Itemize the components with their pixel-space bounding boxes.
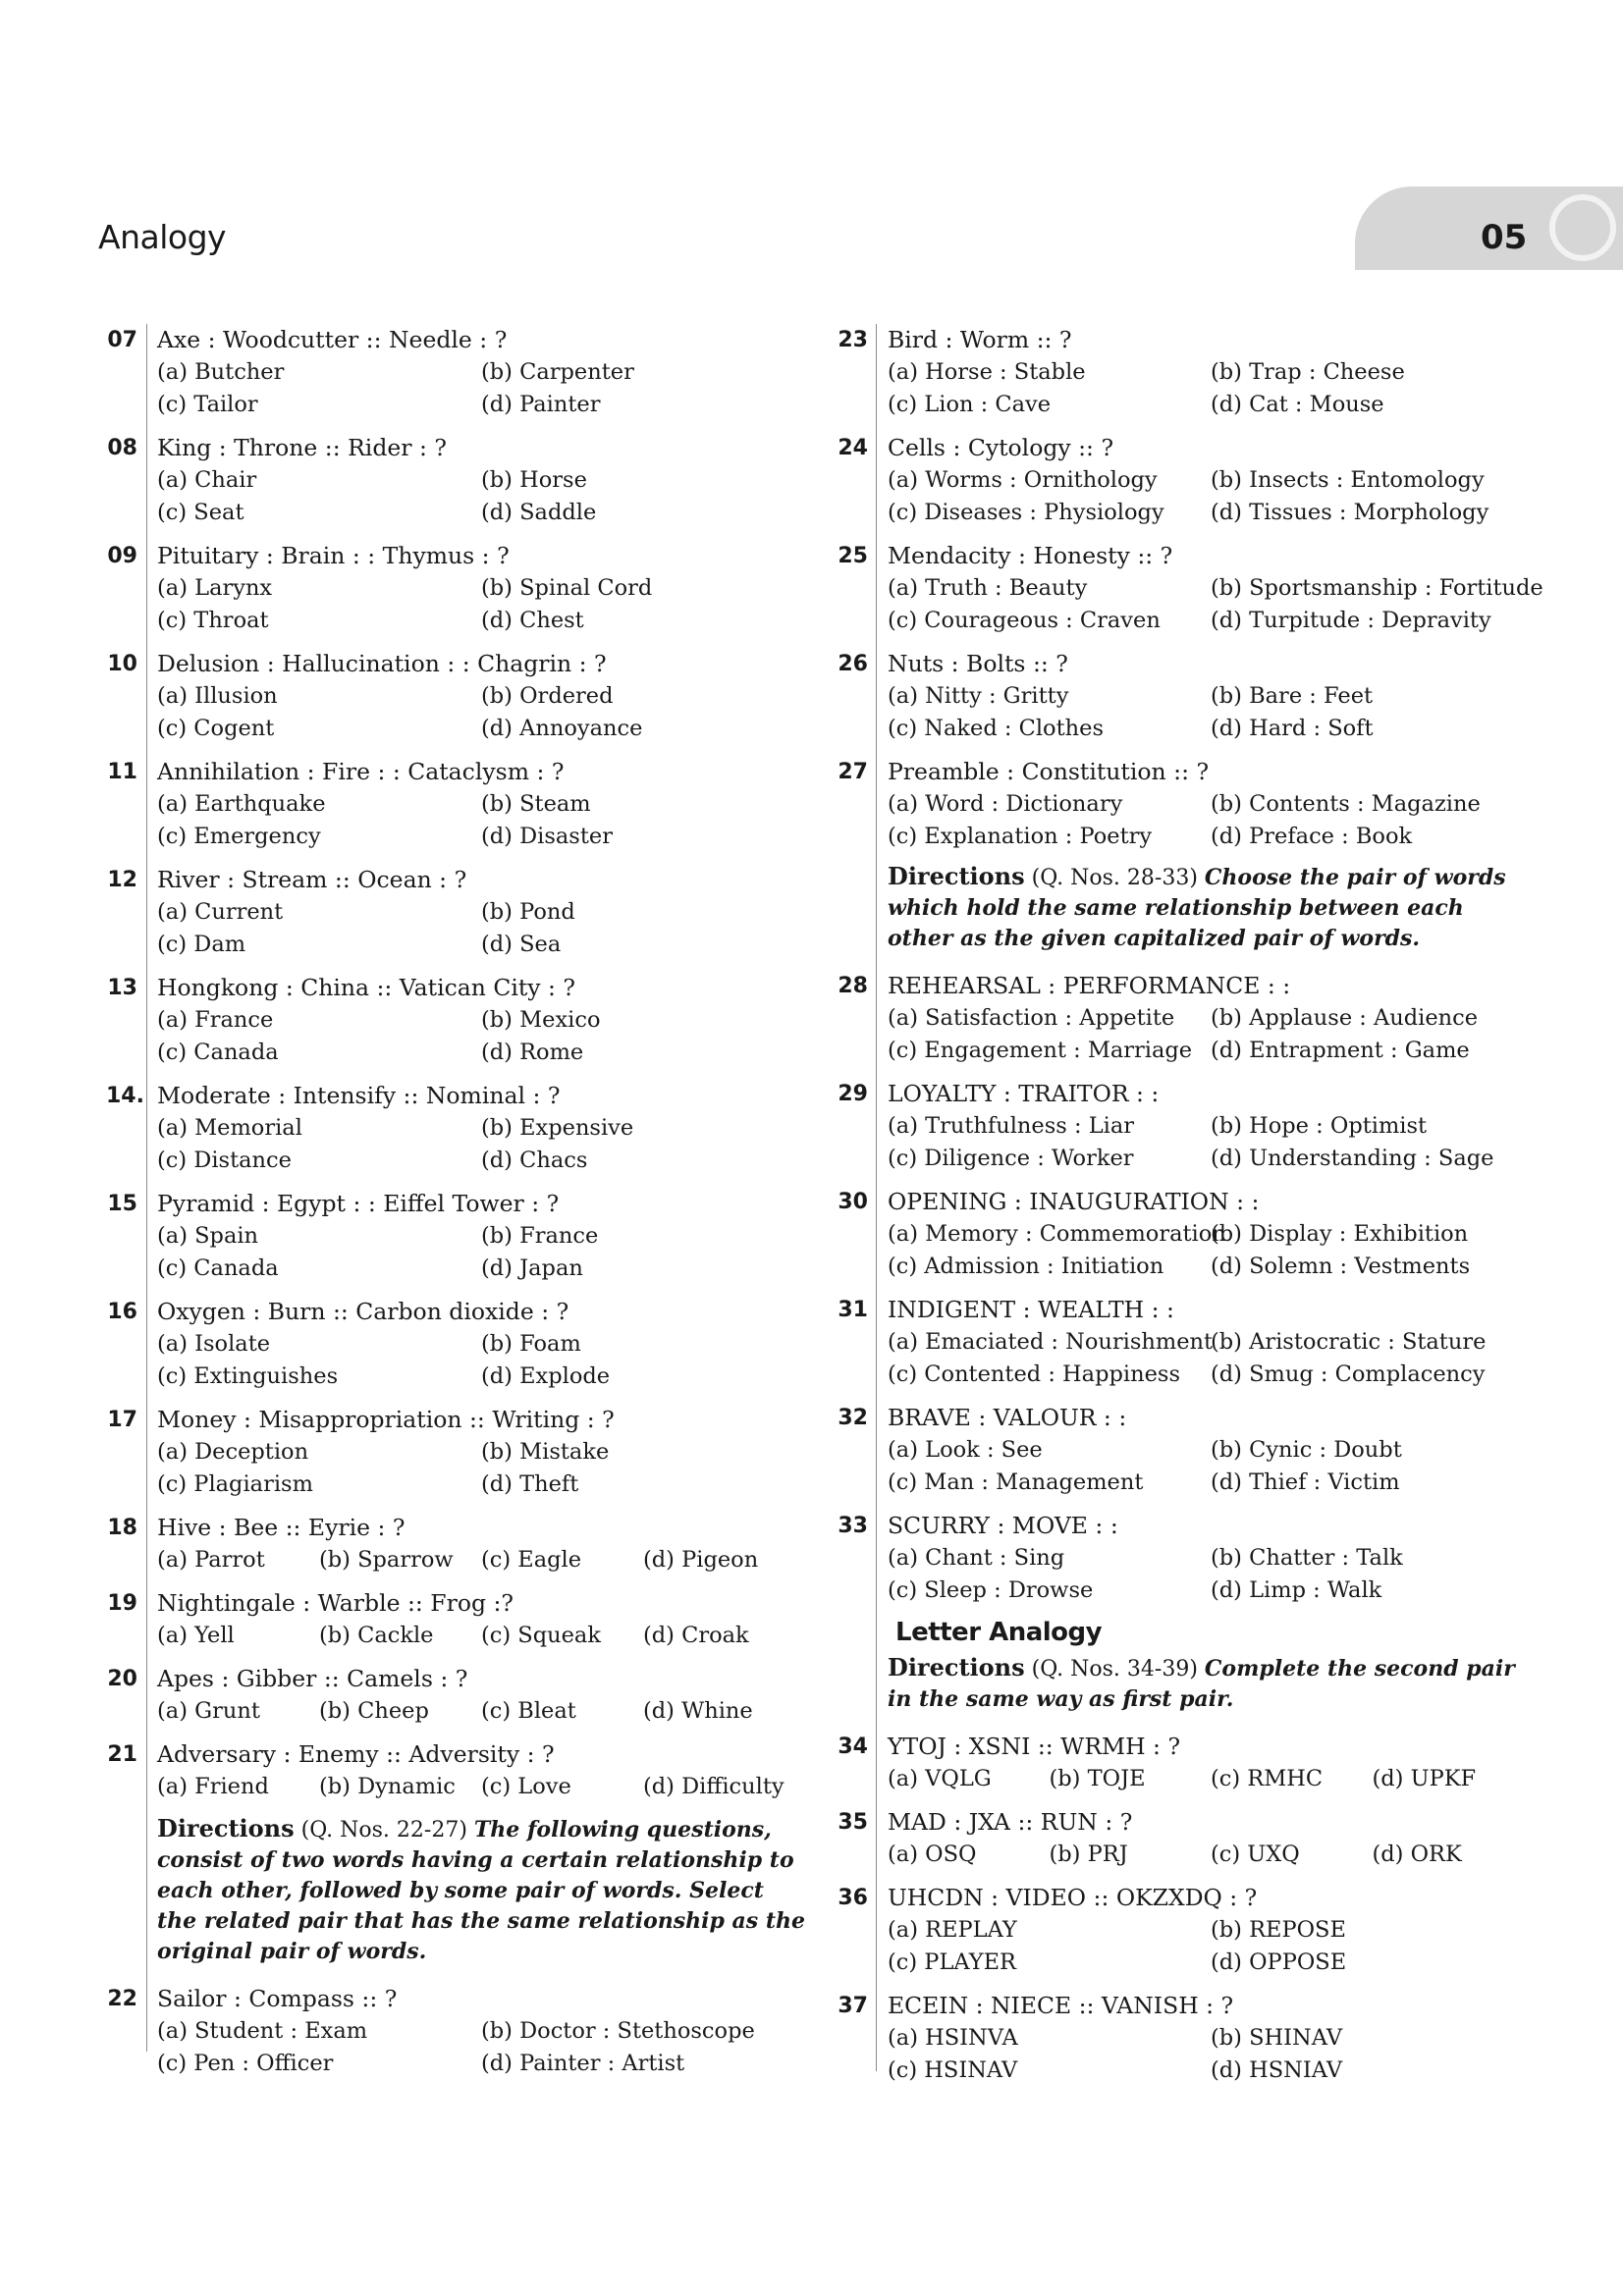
answer-option: (d) Chacs: [481, 1148, 588, 1173]
answer-option: (b) Applause : Audience: [1211, 1005, 1479, 1031]
answer-option: (c) Bleat: [481, 1698, 576, 1724]
question-item: [837, 1510, 1534, 1607]
question-number: 33: [838, 1514, 868, 1538]
directions-28-33: [888, 862, 1534, 954]
answer-option: (d) Disaster: [481, 824, 613, 849]
answer-option: (d) Painter : Artist: [481, 2051, 685, 2076]
answer-option: (c) Explanation : Poetry: [888, 824, 1153, 849]
question-number: 32: [838, 1406, 868, 1430]
option-list: [888, 1914, 1534, 1979]
question-list-23-27: [837, 324, 1543, 853]
question-stem: UHCDN : VIDEO :: OKZXDQ : ?: [888, 1884, 1258, 1911]
directions-text: Complete the second pair in the same way as first pair.: [888, 1656, 1515, 1712]
answer-option: (b) Horse: [481, 467, 587, 493]
question-stem: Nuts : Bolts :: ?: [888, 650, 1068, 677]
answer-option: (c) RMHC: [1211, 1766, 1324, 1791]
answer-option: (b) Carpenter: [481, 359, 634, 385]
question-number: 15: [107, 1192, 137, 1216]
question-number: 37: [838, 1994, 868, 2018]
question-item: [106, 1404, 805, 1501]
question-list-left: [106, 324, 805, 1803]
answer-option: (d) Explode: [481, 1363, 611, 1389]
option-list: [157, 1771, 805, 1803]
answer-option: (a) Yell: [157, 1623, 235, 1648]
answer-option: (d) Japan: [481, 1255, 583, 1281]
directions-22-27: [157, 1814, 805, 1967]
answer-option: (d) Painter: [481, 392, 601, 417]
answer-option: (d) HSNIAV: [1211, 2057, 1343, 2083]
answer-option: (b) Aristocratic : Stature: [1211, 1329, 1487, 1355]
answer-option: (a) Student : Exam: [157, 2018, 368, 2044]
question-number: 31: [838, 1298, 868, 1322]
question-stem: Bird : Worm :: ?: [888, 326, 1072, 353]
question-number: 20: [107, 1667, 137, 1691]
answer-option: (b) Contents : Magazine: [1211, 791, 1481, 817]
question-stem: LOYALTY : TRAITOR : :: [888, 1080, 1160, 1107]
answer-option: (c) Tailor: [157, 392, 258, 417]
question-slot: [106, 1296, 805, 1393]
question-item: [106, 540, 805, 637]
answer-option: (c) Naked : Clothes: [888, 716, 1105, 741]
answer-option: (d) Smug : Complacency: [1211, 1362, 1486, 1387]
question-item: [837, 432, 1534, 529]
option-list: [888, 1218, 1534, 1283]
question-item: [106, 1983, 805, 2080]
question-item: [106, 1296, 805, 1393]
option-list: [157, 1695, 805, 1728]
answer-option: (c) Dam: [157, 932, 246, 957]
answer-option: (b) Cynic : Doubt: [1211, 1437, 1402, 1463]
left-column: [106, 324, 805, 2091]
answer-option: (b) Pond: [481, 899, 575, 925]
answer-option: (a) Spain: [157, 1223, 259, 1249]
question-stem: Sailor : Compass :: ?: [157, 1985, 398, 2012]
answer-option: (a) HSINVA: [888, 2025, 1018, 2051]
question-item: [837, 1402, 1534, 1499]
answer-option: (d) Pigeon: [643, 1547, 759, 1573]
answer-option: (b) PRJ: [1049, 1842, 1128, 1867]
answer-option: (a) Deception: [157, 1439, 309, 1465]
directions-text: Choose the pair of words which hold the same relationship between each other as the given capitalized pair of words.: [888, 865, 1506, 951]
answer-option: (c) Contented : Happiness: [888, 1362, 1180, 1387]
option-list: [157, 680, 805, 745]
answer-option: (c) Engagement : Marriage: [888, 1038, 1193, 1063]
question-item: [837, 1186, 1534, 1283]
answer-option: (b) Cheep: [319, 1698, 429, 1724]
question-item: [837, 648, 1534, 745]
answer-option: (b) Expensive: [481, 1115, 634, 1141]
answer-option: (b) Foam: [481, 1331, 581, 1357]
answer-option: (d) Thief : Victim: [1211, 1469, 1400, 1495]
answer-option: (a) Butcher: [157, 359, 285, 385]
answer-option: (c) PLAYER: [888, 1949, 1016, 1975]
option-list: [888, 464, 1534, 529]
question-stem: INDIGENT : WEALTH : :: [888, 1296, 1174, 1323]
option-list: [888, 1326, 1534, 1391]
question-item: [837, 1882, 1534, 1979]
answer-option: (c) Throat: [157, 608, 269, 633]
answer-option: (c) Love: [481, 1774, 571, 1799]
answer-option: (b) Sportsmanship : Fortitude: [1211, 575, 1543, 601]
question-list-22: [106, 1983, 805, 2080]
option-list: [888, 572, 1543, 637]
question-number: 22: [107, 1987, 137, 2011]
question-slot: [106, 756, 805, 853]
answer-option: (d) Chest: [481, 608, 584, 633]
answer-option: (a) Friend: [157, 1774, 269, 1799]
directions-head: Directions: [888, 1653, 1025, 1682]
question-slot: [106, 972, 805, 1069]
question-number: 30: [838, 1190, 868, 1214]
option-list: [157, 1544, 805, 1576]
question-item: [837, 324, 1534, 421]
question-stem: Apes : Gibber :: Camels : ?: [157, 1665, 468, 1692]
answer-option: (a) Illusion: [157, 683, 278, 709]
question-stem: Pituitary : Brain : : Thymus : ?: [157, 542, 510, 569]
answer-option: (a) Worms : Ornithology: [888, 467, 1158, 493]
answer-option: (a) Chair: [157, 467, 257, 493]
answer-option: (d) UPKF: [1372, 1766, 1477, 1791]
answer-option: (a) REPLAY: [888, 1917, 1017, 1943]
answer-option: (b) Bare : Feet: [1211, 683, 1374, 709]
answer-option: (a) VQLG: [888, 1766, 992, 1791]
answer-option: (a) Current: [157, 899, 284, 925]
question-stem: Adversary : Enemy :: Adversity : ?: [157, 1740, 555, 1768]
question-item: [837, 540, 1543, 637]
question-stem: Delusion : Hallucination : : Chagrin : ?: [157, 650, 607, 677]
question-slot: [106, 648, 805, 745]
question-stem: Nightingale : Warble :: Frog :?: [157, 1589, 514, 1617]
answer-option: (d) Cat : Mouse: [1211, 392, 1384, 417]
directions-range: (Q. Nos. 28-33): [1024, 866, 1205, 890]
question-stem: King : Throne :: Rider : ?: [157, 434, 447, 461]
answer-option: (a) Larynx: [157, 575, 273, 601]
question-item: [106, 1587, 805, 1652]
answer-option: (b) Dynamic: [319, 1774, 456, 1799]
answer-option: (a) France: [157, 1007, 274, 1033]
option-list: [157, 1436, 805, 1501]
answer-option: (c) Squeak: [481, 1623, 601, 1648]
option-list: [157, 2015, 805, 2080]
answer-option: (a) Horse : Stable: [888, 359, 1086, 385]
answer-option: (b) France: [481, 1223, 599, 1249]
question-item: [106, 1080, 805, 1177]
answer-option: (c) Diligence : Worker: [888, 1146, 1134, 1171]
answer-option: (c) Eagle: [481, 1547, 582, 1573]
option-list: [157, 1112, 805, 1177]
question-number: 27: [838, 760, 868, 784]
answer-option: (a) Word : Dictionary: [888, 791, 1123, 817]
question-item: [106, 756, 805, 853]
question-slot: [106, 432, 805, 529]
option-list: [888, 1839, 1534, 1871]
question-list-36-37: [837, 1882, 1534, 2087]
question-stem: REHEARSAL : PERFORMANCE : :: [888, 972, 1291, 999]
question-item: [837, 1294, 1534, 1391]
answer-option: (b) TOJE: [1049, 1766, 1146, 1791]
answer-option: (b) Chatter : Talk: [1211, 1545, 1403, 1571]
answer-option: (b) Sparrow: [319, 1547, 454, 1573]
question-number: 34: [838, 1735, 868, 1759]
section-title: Analogy: [98, 218, 227, 256]
question-item: [837, 1806, 1534, 1871]
option-list: [888, 2022, 1534, 2087]
question-stem: Pyramid : Egypt : : Eiffel Tower : ?: [157, 1190, 560, 1217]
answer-option: (c) Extinguishes: [157, 1363, 339, 1389]
answer-option: (d) Whine: [643, 1698, 753, 1724]
question-slot: [106, 1080, 805, 1177]
answer-option: (a) Truth : Beauty: [888, 575, 1088, 601]
question-slot: [106, 1587, 805, 1652]
question-number: 26: [838, 652, 868, 676]
answer-option: (c) Seat: [157, 500, 244, 525]
answer-option: (a) Parrot: [157, 1547, 265, 1573]
answer-option: (a) Isolate: [157, 1331, 271, 1357]
question-slot: [106, 1663, 805, 1728]
question-item: [106, 324, 805, 421]
answer-option: (b) Trap : Cheese: [1211, 359, 1405, 385]
question-item: [106, 1663, 805, 1728]
option-list: [888, 356, 1534, 421]
answer-option: (c) Emergency: [157, 824, 321, 849]
answer-option: (c) UXQ: [1211, 1842, 1300, 1867]
question-slot: [106, 1188, 805, 1285]
answer-option: (d) Preface : Book: [1211, 824, 1413, 849]
option-list: [888, 788, 1534, 853]
answer-option: (a) Truthfulness : Liar: [888, 1113, 1135, 1139]
answer-option: (a) Satisfaction : Appetite: [888, 1005, 1175, 1031]
answer-option: (d) Hard : Soft: [1211, 716, 1374, 741]
answer-option: (c) Lion : Cave: [888, 392, 1052, 417]
answer-option: (d) Saddle: [481, 500, 597, 525]
answer-option: (c) Plagiarism: [157, 1471, 313, 1497]
answer-option: (d) Croak: [643, 1623, 749, 1648]
directions-34-39: [888, 1653, 1534, 1715]
question-slot: [106, 1738, 805, 1803]
question-item: [106, 1512, 805, 1576]
option-list: [888, 1434, 1534, 1499]
question-number: 24: [838, 436, 868, 460]
question-item: [106, 1738, 805, 1803]
question-number: 29: [838, 1082, 868, 1106]
question-number: 19: [107, 1591, 137, 1616]
question-stem: OPENING : INAUGURATION : :: [888, 1188, 1260, 1215]
answer-option: (c) Canada: [157, 1040, 279, 1065]
answer-option: (d) Limp : Walk: [1211, 1577, 1382, 1603]
answer-option: (b) Cackle: [319, 1623, 434, 1648]
question-number: 21: [107, 1742, 137, 1767]
answer-option: (d) Annoyance: [481, 716, 643, 741]
answer-option: (c) HSINAV: [888, 2057, 1018, 2083]
answer-option: (b) SHINAV: [1211, 2025, 1343, 2051]
directions-head: Directions: [157, 1814, 295, 1842]
answer-option: (a) Nitty : Gritty: [888, 683, 1069, 709]
answer-option: (b) Ordered: [481, 683, 614, 709]
answer-option: (b) Steam: [481, 791, 591, 817]
question-item: [837, 1078, 1534, 1175]
option-list: [157, 1328, 805, 1393]
question-item: [837, 970, 1534, 1067]
answer-option: (d) Rome: [481, 1040, 584, 1065]
question-list-28-33: [837, 970, 1534, 1607]
option-list: [888, 680, 1534, 745]
question-slot: [106, 540, 805, 637]
question-number: 35: [838, 1810, 868, 1835]
question-slot: [106, 324, 805, 421]
question-number: 11: [107, 760, 137, 784]
answer-option: (a) Grunt: [157, 1698, 260, 1724]
option-list: [157, 572, 805, 637]
question-number: 12: [107, 868, 137, 892]
answer-option: (a) Chant : Sing: [888, 1545, 1065, 1571]
right-column: [837, 324, 1543, 2098]
answer-option: (c) Distance: [157, 1148, 292, 1173]
question-stem: Oxygen : Burn :: Carbon dioxide : ?: [157, 1298, 569, 1325]
answer-option: (a) Look : See: [888, 1437, 1043, 1463]
answer-option: (b) Spinal Cord: [481, 575, 653, 601]
directions-text: The following questions, consist of two words having a certain relationship to each other, followed by some pair of words. Select the related pair that has the same relationship as the original pair of words.: [157, 1817, 805, 1964]
option-list: [888, 1002, 1534, 1067]
question-stem: Money : Misappropriation :: Writing : ?: [157, 1406, 615, 1433]
question-number: 07: [107, 328, 137, 352]
question-number: 17: [107, 1408, 137, 1432]
question-stem: ECEIN : NIECE :: VANISH : ?: [888, 1992, 1234, 2019]
option-list: [157, 464, 805, 529]
option-list: [157, 1220, 805, 1285]
answer-option: (b) Hope : Optimist: [1211, 1113, 1428, 1139]
question-slot: [106, 1512, 805, 1576]
answer-option: (d) Tissues : Morphology: [1211, 500, 1489, 525]
option-list: [888, 1110, 1534, 1175]
answer-option: (d) OPPOSE: [1211, 1949, 1347, 1975]
question-stem: Preamble : Constitution :: ?: [888, 758, 1210, 785]
question-stem: Hive : Bee :: Eyrie : ?: [157, 1514, 406, 1541]
answer-option: (c) Canada: [157, 1255, 279, 1281]
option-list: [157, 1620, 805, 1652]
option-list: [157, 356, 805, 421]
page-decor-circle: [1549, 194, 1616, 261]
answer-option: (d) Solemn : Vestments: [1211, 1254, 1471, 1279]
question-item: [837, 1990, 1534, 2087]
question-number: 10: [107, 652, 137, 676]
answer-option: (c) Diseases : Physiology: [888, 500, 1164, 525]
question-slot: [106, 1404, 805, 1501]
question-item: [837, 756, 1534, 853]
option-list: [157, 788, 805, 853]
question-number: 09: [107, 544, 137, 568]
answer-option: (c) Cogent: [157, 716, 275, 741]
page-number: 05: [1481, 218, 1528, 257]
question-item: [106, 972, 805, 1069]
question-slot: [106, 864, 805, 961]
question-item: [106, 864, 805, 961]
question-number: 36: [838, 1886, 868, 1910]
question-stem: Axe : Woodcutter :: Needle : ?: [157, 326, 508, 353]
answer-option: (b) Doctor : Stethoscope: [481, 2018, 755, 2044]
answer-option: (b) Insects : Entomology: [1211, 467, 1485, 493]
question-item: [106, 1188, 805, 1285]
answer-option: (d) Theft: [481, 1471, 579, 1497]
question-stem: SCURRY : MOVE : :: [888, 1512, 1118, 1539]
question-stem: BRAVE : VALOUR : :: [888, 1404, 1127, 1431]
answer-option: (c) Pen : Officer: [157, 2051, 334, 2076]
answer-option: (d) Turpitude : Depravity: [1211, 608, 1491, 633]
question-list-34-35: [837, 1731, 1534, 1871]
answer-option: (b) Display : Exhibition: [1211, 1221, 1469, 1247]
directions-range: (Q. Nos. 22-27): [294, 1818, 474, 1842]
answer-option: (d) Entrapment : Game: [1211, 1038, 1470, 1063]
question-number: 28: [838, 974, 868, 998]
question-stem: River : Stream :: Ocean : ?: [157, 866, 467, 893]
answer-option: (c) Man : Management: [888, 1469, 1144, 1495]
question-stem: MAD : JXA :: RUN : ?: [888, 1808, 1133, 1836]
question-stem: Hongkong : China :: Vatican City : ?: [157, 974, 576, 1001]
answer-option: (d) Difficulty: [643, 1774, 784, 1799]
question-item: [106, 432, 805, 529]
answer-option: (d) Sea: [481, 932, 562, 957]
question-number: 16: [107, 1300, 137, 1324]
question-stem: Mendacity : Honesty :: ?: [888, 542, 1173, 569]
answer-option: (a) Emaciated : Nourishment: [888, 1329, 1214, 1355]
option-list: [157, 1004, 805, 1069]
question-stem: Moderate : Intensify :: Nominal : ?: [157, 1082, 561, 1109]
question-number: 23: [838, 328, 868, 352]
option-list: [888, 1542, 1534, 1607]
question-stem: YTOJ : XSNI :: WRMH : ?: [888, 1733, 1181, 1760]
answer-option: (c) Courageous : Craven: [888, 608, 1161, 633]
answer-option: (a) Earthquake: [157, 791, 326, 817]
question-number: 18: [107, 1516, 137, 1540]
letter-analogy-heading: Letter Analogy: [895, 1618, 1103, 1647]
answer-option: (a) Memorial: [157, 1115, 302, 1141]
question-number: 25: [838, 544, 868, 568]
option-list: [157, 896, 805, 961]
answer-option: (c) Sleep : Drowse: [888, 1577, 1094, 1603]
answer-option: (d) ORK: [1372, 1842, 1462, 1867]
answer-option: (a) OSQ: [888, 1842, 977, 1867]
answer-option: (b) Mexico: [481, 1007, 601, 1033]
question-stem: Cells : Cytology :: ?: [888, 434, 1114, 461]
answer-option: (b) REPOSE: [1211, 1917, 1346, 1943]
question-number: 13: [107, 976, 137, 1000]
question-stem: Annihilation : Fire : : Cataclysm : ?: [157, 758, 565, 785]
question-item: [837, 1731, 1534, 1795]
question-number: 08: [107, 436, 137, 460]
answer-option: (d) Understanding : Sage: [1211, 1146, 1494, 1171]
directions-range: (Q. Nos. 34-39): [1024, 1657, 1205, 1682]
answer-option: (a) Memory : Commemoration: [888, 1221, 1226, 1247]
question-number: 14.: [106, 1084, 144, 1108]
directions-head: Directions: [888, 862, 1025, 890]
option-list: [888, 1763, 1534, 1795]
question-item: [106, 648, 805, 745]
answer-option: (c) Admission : Initiation: [888, 1254, 1164, 1279]
answer-option: (b) Mistake: [481, 1439, 610, 1465]
